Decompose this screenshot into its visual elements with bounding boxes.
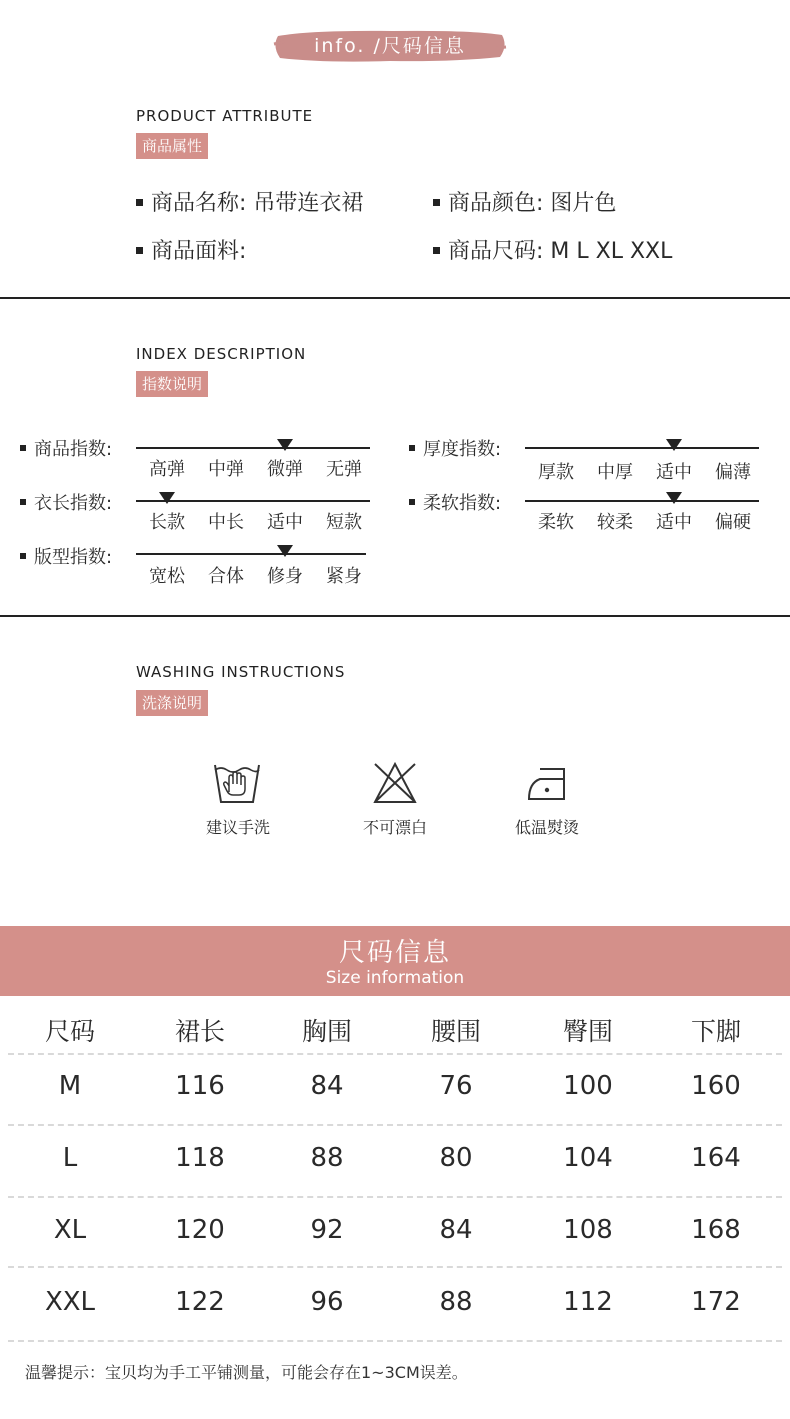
index-row-label: 商品指数: bbox=[20, 435, 112, 461]
attributes-title-cn: 商品属性 bbox=[136, 133, 208, 159]
bullet-icon bbox=[20, 445, 26, 451]
index-title-cn: 指数说明 bbox=[136, 371, 208, 397]
index-option: 微弹 bbox=[267, 459, 303, 480]
washing-title-cn: 洗涤说明 bbox=[136, 690, 208, 716]
table-header-cell: 腰围 bbox=[430, 1017, 481, 1046]
table-cell: 172 bbox=[691, 1287, 741, 1317]
attr-name: 商品名称: 吊带连衣裙 bbox=[136, 186, 363, 217]
no-bleach-icon bbox=[372, 761, 418, 805]
table-cell: L bbox=[62, 1143, 78, 1173]
index-title-en: INDEX DESCRIPTION bbox=[136, 345, 307, 363]
table-header-cell: 臀围 bbox=[562, 1017, 613, 1046]
table-cell: 122 bbox=[175, 1287, 225, 1317]
index-marker-icon bbox=[666, 492, 682, 504]
low-iron-icon bbox=[526, 765, 568, 803]
index-option: 合体 bbox=[208, 566, 244, 587]
table-cell: 112 bbox=[563, 1287, 613, 1317]
table-cell: 104 bbox=[563, 1143, 613, 1173]
index-option: 较柔 bbox=[597, 512, 633, 533]
section-divider bbox=[0, 615, 790, 617]
index-marker-icon bbox=[666, 439, 682, 451]
table-cell: 76 bbox=[439, 1071, 473, 1101]
table-cell: 108 bbox=[563, 1215, 613, 1245]
index-option: 中长 bbox=[208, 512, 244, 533]
index-option: 适中 bbox=[656, 462, 692, 483]
index-option: 适中 bbox=[267, 512, 303, 533]
index-row-label: 衣长指数: bbox=[20, 489, 112, 515]
table-header-cell: 下脚 bbox=[690, 1017, 741, 1046]
table-row-divider bbox=[8, 1053, 782, 1055]
table-row-divider bbox=[8, 1124, 782, 1126]
table-cell: 88 bbox=[439, 1287, 473, 1317]
bullet-icon bbox=[433, 199, 440, 206]
index-option: 适中 bbox=[656, 512, 692, 533]
index-option: 偏硬 bbox=[715, 512, 751, 533]
table-cell: 84 bbox=[310, 1071, 344, 1101]
table-cell: 116 bbox=[175, 1071, 225, 1101]
index-option: 短款 bbox=[326, 512, 362, 533]
low-iron-label: 低温熨烫 bbox=[514, 818, 579, 837]
table-cell: 118 bbox=[175, 1143, 225, 1173]
index-marker-icon bbox=[159, 492, 175, 504]
table-cell: 168 bbox=[691, 1215, 741, 1245]
section-divider bbox=[0, 297, 790, 299]
index-option: 偏薄 bbox=[715, 462, 751, 483]
attr-color: 商品颜色: 图片色 bbox=[433, 186, 616, 217]
table-cell: XL bbox=[53, 1215, 87, 1245]
table-cell: M bbox=[58, 1071, 82, 1101]
attributes-title-en: PRODUCT ATTRIBUTE bbox=[136, 107, 314, 125]
index-option: 中弹 bbox=[208, 459, 244, 480]
table-cell: 96 bbox=[310, 1287, 344, 1317]
bullet-icon bbox=[20, 499, 26, 505]
size-note: 温馨提示：宝贝均为手工平铺测量，可能会存在1~3CM误差。 bbox=[25, 1363, 468, 1382]
table-cell: 84 bbox=[439, 1215, 473, 1245]
no-bleach-label: 不可漂白 bbox=[362, 818, 427, 837]
bullet-icon bbox=[409, 499, 415, 505]
index-option: 修身 bbox=[267, 566, 303, 587]
index-scale-line bbox=[525, 447, 759, 449]
index-option: 厚款 bbox=[538, 462, 574, 483]
index-option: 高弹 bbox=[149, 459, 185, 480]
washing-title-en: WASHING INSTRUCTIONS bbox=[136, 663, 346, 681]
table-cell: 120 bbox=[175, 1215, 225, 1245]
table-row-divider bbox=[8, 1266, 782, 1268]
index-marker-icon bbox=[277, 545, 293, 557]
hand-wash-label: 建议手洗 bbox=[205, 818, 270, 837]
bullet-icon bbox=[20, 553, 26, 559]
bullet-icon bbox=[409, 445, 415, 451]
table-cell: 100 bbox=[563, 1071, 613, 1101]
index-scale-line bbox=[136, 553, 366, 555]
index-row-label: 版型指数: bbox=[20, 543, 112, 569]
index-scale-line bbox=[525, 500, 759, 502]
index-option: 柔软 bbox=[538, 512, 574, 533]
hand-wash-icon bbox=[212, 762, 262, 804]
bullet-icon bbox=[136, 199, 143, 206]
table-header-cell: 胸围 bbox=[301, 1017, 352, 1046]
index-option: 紧身 bbox=[326, 566, 362, 587]
table-row-divider bbox=[8, 1340, 782, 1342]
table-row-divider bbox=[8, 1196, 782, 1198]
index-option: 中厚 bbox=[597, 462, 633, 483]
size-title: 尺码信息 bbox=[338, 938, 451, 968]
index-option: 无弹 bbox=[326, 459, 362, 480]
table-cell: 164 bbox=[691, 1143, 741, 1173]
index-scale-line bbox=[136, 447, 370, 449]
table-cell: XXL bbox=[44, 1287, 96, 1317]
table-header-cell: 尺码 bbox=[44, 1017, 95, 1046]
index-row-label: 厚度指数: bbox=[409, 435, 501, 461]
header-title: info. /尺码信息 bbox=[314, 35, 466, 57]
table-cell: 80 bbox=[439, 1143, 473, 1173]
bullet-icon bbox=[136, 247, 143, 254]
attr-size: 商品尺码: M L XL XXL bbox=[433, 234, 672, 265]
index-row-label: 柔软指数: bbox=[409, 489, 501, 515]
bullet-icon bbox=[433, 247, 440, 254]
index-option: 宽松 bbox=[149, 566, 185, 587]
index-option: 长款 bbox=[149, 512, 185, 533]
attr-fabric: 商品面料: bbox=[136, 234, 246, 265]
table-cell: 160 bbox=[691, 1071, 741, 1101]
size-subtitle: Size information bbox=[325, 968, 465, 988]
table-header-cell: 裙长 bbox=[174, 1017, 225, 1046]
table-cell: 88 bbox=[310, 1143, 344, 1173]
table-cell: 92 bbox=[310, 1215, 344, 1245]
index-marker-icon bbox=[277, 439, 293, 451]
